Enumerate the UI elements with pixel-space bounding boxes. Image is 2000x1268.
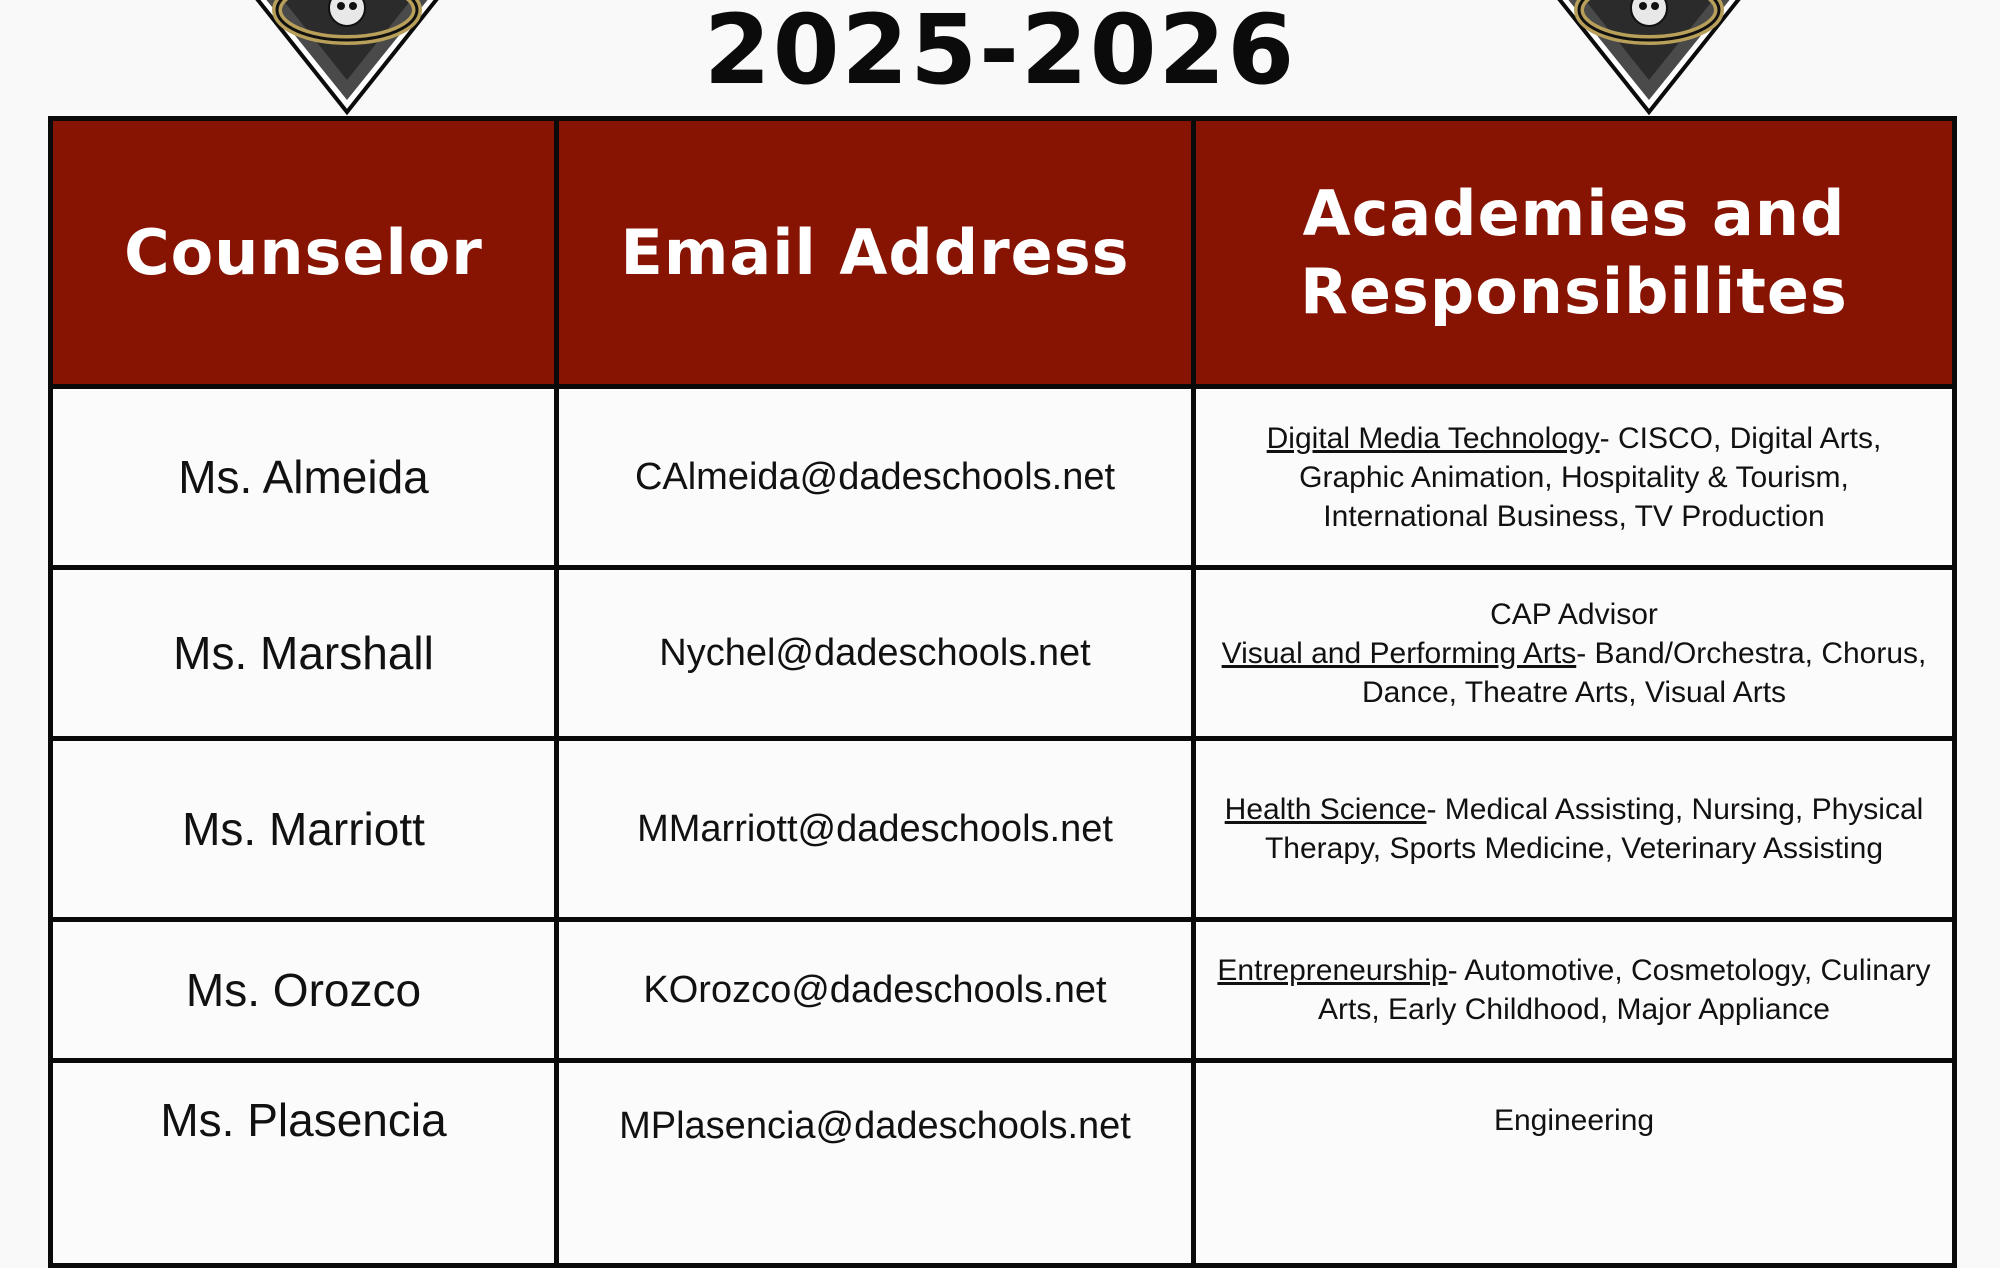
table-header-row	[51, 119, 1955, 387]
counselor-email[interactable]: MMarriott@dadeschools.net	[557, 739, 1194, 920]
table-row	[51, 568, 1955, 739]
counselor-email[interactable]: MPlasencia@dadeschools.net	[557, 1061, 1194, 1266]
header-email-address: Email Address	[557, 119, 1194, 387]
counselor-responsibilities	[1194, 920, 1955, 1061]
header-counselor: Counselor	[51, 119, 557, 387]
counselor-responsibilities	[1194, 739, 1955, 920]
table-row	[51, 739, 1955, 920]
counselor-email[interactable]: CAlmeida@dadeschools.net	[557, 387, 1194, 568]
table-row	[51, 920, 1955, 1061]
academy-programs: - Automotive, Cosmetology, Culinary Arts, Early Childhood, Major Appliance	[1318, 954, 1931, 1026]
responsibility-role: Engineering	[1493, 1104, 1655, 1137]
academy-link[interactable]: Visual and Performing Arts	[1221, 636, 1577, 670]
academy-link[interactable]: Entrepreneurship	[1217, 954, 1448, 987]
counselor-name: Ms. Orozco	[51, 920, 557, 1061]
academy-link[interactable]: Digital Media Technology	[1266, 421, 1600, 455]
responsibility-role: CAP Advisor	[1490, 597, 1658, 631]
counselor-email[interactable]: KOrozco@dadeschools.net	[557, 920, 1194, 1061]
counselor-responsibilities	[1194, 1061, 1955, 1266]
counselor-table	[48, 116, 1957, 1268]
table-row	[51, 387, 1955, 568]
counselor-responsibilities	[1194, 387, 1955, 568]
academy-programs: - Band/Orchestra, Chorus, Dance, Theatre Arts, Visual Arts	[1361, 636, 1927, 709]
counselor-name: Ms. Plasencia	[51, 1061, 557, 1266]
school-year-title: 2025-2026	[703, 0, 1297, 106]
header-academies: Academies and Responsibilites	[1194, 119, 1955, 387]
academy-programs: - CISCO, Digital Arts, Graphic Animation, Hospitality & Tourism, International Business, TV Production	[1299, 421, 1882, 533]
counselor-name: Ms. Almeida	[51, 387, 557, 568]
counselor-responsibilities	[1194, 568, 1955, 739]
counselor-name: Ms. Marriott	[51, 739, 557, 920]
counselor-name: Ms. Marshall	[51, 568, 557, 739]
academy-programs: - Medical Assisting, Nursing, Physical Therapy, Sports Medicine, Veterinary Assisting	[1264, 793, 1924, 865]
academy-link[interactable]: Health Science	[1224, 793, 1427, 826]
table-row	[51, 1061, 1955, 1266]
counselor-email[interactable]: Nychel@dadeschools.net	[557, 568, 1194, 739]
